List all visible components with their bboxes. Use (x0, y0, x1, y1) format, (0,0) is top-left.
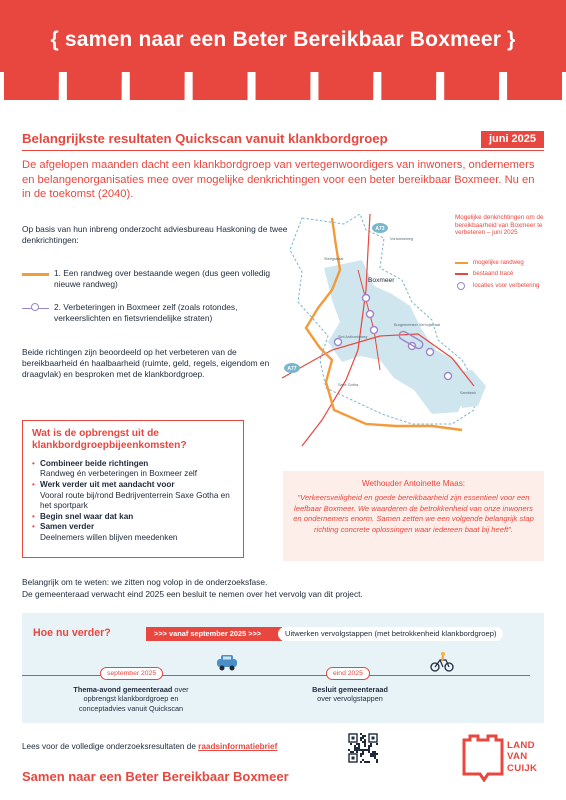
opbrengst-list (32, 459, 234, 544)
quote-author: Wethouder Antoinette Maas: (361, 479, 466, 488)
opbrengst-box (22, 420, 244, 558)
option2-text: 2. Verbeteringen in Boxmeer zelf (zoals rotondes, verkeerslichten en fietsvriendelijke straten) (54, 302, 238, 323)
wethouder-quote (283, 471, 544, 561)
map-label: Vortumseweg (390, 237, 414, 241)
map-label-boxmeer: Boxmeer (368, 277, 395, 284)
note-line-2: De gemeenteraad verwacht eind 2025 een besluit te nemen over het vervolg van dit project. (22, 588, 363, 599)
qr-code (348, 733, 378, 763)
date-badge: juni 2025 (481, 131, 544, 148)
more-info-text: Lees voor de volledige onderzoeksresultaten de (22, 742, 196, 751)
list-item-detail: Deelnemers willen blijven meedenken (40, 532, 178, 542)
box-title: Wat is de opbrengst uit de klankbordgroepbijeenkomsten? (32, 428, 187, 452)
legend-swatch (455, 262, 468, 264)
list-item-detail: Randweg én verbeteringen in Boxmeer zelf (40, 469, 198, 479)
map-label: Sint Anthonieweg (338, 335, 368, 339)
timeline-line (22, 675, 530, 676)
raadsinformatiebrief-link[interactable]: raadsinformatiebrief (198, 742, 278, 751)
research-note (22, 577, 544, 600)
svg-text:A73: A73 (375, 226, 385, 232)
a77-badge (284, 363, 300, 373)
orange-route-swatch (22, 273, 49, 276)
list-item: • Begin snel waar dat kan (32, 512, 234, 523)
map-label: Sambeek (460, 391, 477, 395)
map-label: Burgemeester Verhoijstraat (394, 323, 441, 327)
note-line-1: Belangrijk om te weten: we zitten nog volop in de onderzoeksfase. (22, 577, 268, 587)
milestone2-description: Besluit gemeenteraad over vervolgstappen (312, 685, 388, 704)
quote-text: "Verkeersveiligheid en goede bereikbaarheid zijn essentieel voor een leefbaar Boxmeer. We waarderen de betrokkenheid van onze inwoners en ondernemers enorm. Samen zetten we een volgende belangrijk stap richting concrete oplossingen waar iedereen baat bij heeft". (293, 493, 534, 534)
improvement-location-icon (31, 303, 39, 311)
list-item-detail: Vooral route bij/rond Bedrijventerrein Saxe Gotha en het sportpark (40, 490, 230, 511)
intro-text: De afgelopen maanden dacht een klankbordgroep van vertegenwoordigers van inwoners, ondernemers en belangenorganisaties mee over mogelijke denkrichtingen voor een beter bereikbaar Boxmeer. Nu en in de toekomst (2040). (22, 159, 535, 201)
map-legend-title: Mogelijke denkrichtingen om de bereikbaarheid van Boxmeer te verbeteren – juni 2025 (455, 214, 544, 237)
map-label: Saxe Gotha (338, 383, 359, 387)
subtitle-divider (22, 150, 544, 151)
timeline-arrow-label: >>> vanaf september 2025 >>> (146, 627, 282, 641)
bicycle-icon (430, 651, 454, 673)
svg-text:A77: A77 (287, 366, 297, 372)
logo-text: LAND VAN CUIJK (507, 740, 538, 774)
page-subtitle: Belangrijkste resultaten Quickscan vanuit klankbordgroep (22, 131, 388, 146)
left-intro (22, 224, 292, 246)
milestone-eind-2025: eind 2025 (326, 667, 370, 680)
timeline-title: Hoe nu verder? (33, 627, 111, 639)
legend-swatch (455, 273, 468, 275)
left-para1: Op basis van hun inbreng onderzocht adviesbureau Haskoning de twee denkrichtingen: (22, 224, 288, 245)
more-info (22, 742, 277, 751)
milestone1-description: Thema-avond gemeenteraad over opbrengst klankbordgroep en conceptadvies vanuit Quickscan (73, 685, 189, 713)
option1-text: 1. Een randweg over bestaande wegen (dus geen volledig nieuwe randweg) (54, 268, 271, 289)
footer-title: Samen naar een Beter Bereikbaar Boxmeer (22, 769, 289, 784)
banner-title: { samen naar een Beter Bereikbaar Boxmeer } (50, 28, 516, 51)
banner-arch-pattern (0, 58, 566, 100)
map-label: Steegstraat (324, 257, 344, 261)
a73-badge (372, 223, 388, 233)
milestone-september: september 2025 (100, 667, 163, 680)
timeline-panel (22, 613, 544, 723)
boxmeer-map (262, 210, 544, 450)
car-icon (214, 653, 240, 673)
legend-circle-icon (457, 282, 465, 290)
list-item: • Samen verder (32, 522, 234, 533)
left-para2: Beide richtingen zijn beoordeeld op het verbeteren van de bereikbaarheid én haalbaarheid (ruimte, geld, regels, eigendom en draagvlak) en besproken met de klankbordgroep. (22, 347, 270, 379)
list-item: • Werk verder uit met aandacht voor (32, 480, 234, 491)
list-item: • Combineer beide richtingen (32, 459, 234, 470)
timeline-arrow-text: Uitwerken vervolgstappen (met betrokkenheid klankbordgroep) (278, 627, 503, 641)
